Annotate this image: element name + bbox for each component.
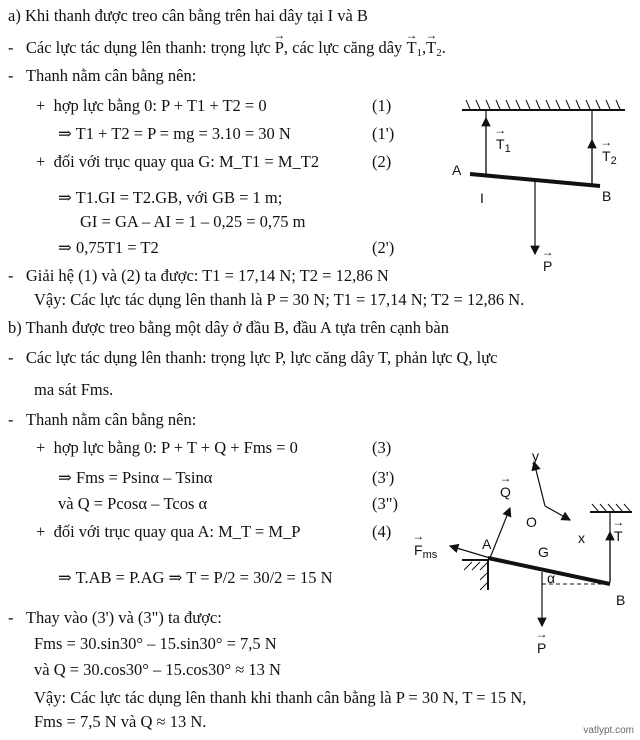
part-a-solve: - Giải hệ (1) và (2) ta được: T1 = 17,14 N; T2 = 12,86 N	[8, 266, 389, 285]
eq2b-line: GI = GA – AI = 1 – 0,25 = 0,75 m	[80, 212, 306, 231]
watermark: vatlypt.com	[583, 725, 634, 736]
eq4-tag: (4)	[372, 522, 392, 541]
eq1-line: + hợp lực bằng 0: P + T1 + T2 = 0	[36, 96, 267, 115]
eq3p-line: ⇒ Fms = Psinα – Tsinα	[58, 468, 213, 487]
part-b-forces-line2: ma sát Fms.	[34, 380, 114, 399]
fig-b-label-x: x	[578, 530, 585, 546]
ceiling-b	[590, 504, 632, 512]
fig-b-label-t: → T	[614, 528, 623, 544]
eq2a-line: ⇒ T1.GI = T2.GB, với GB = 1 m;	[58, 188, 283, 207]
figure-a	[400, 96, 640, 276]
eq2-line: + đối với trục quay qua G: M_T1 = M_T2	[36, 152, 320, 171]
fig-b-label-p: → P	[537, 640, 546, 656]
table	[462, 560, 488, 590]
fig-b-label-y: y	[532, 448, 539, 464]
axis-x	[545, 506, 570, 520]
fig-b-label-o: O	[526, 514, 537, 530]
eq2p-tag: (2')	[372, 238, 395, 257]
eq4r-line: ⇒ T.AB = P.AG ⇒ T = P/2 = 30/2 = 15 N	[58, 568, 333, 587]
eq4-line: + đối với trục quay qua A: M_T = M_P	[36, 522, 301, 541]
fig-b-label-g: G	[538, 544, 549, 560]
fig-a-label-a: A	[452, 162, 462, 178]
arrow-q	[490, 508, 510, 558]
part-a-equilibrium: - Thanh nằm cân bằng nên:	[8, 66, 197, 85]
axis-y	[534, 462, 545, 506]
fig-b-label-fms: → $F_{ms}$	[414, 542, 437, 561]
part-b-equilibrium: - Thanh nằm cân bằng nên:	[8, 410, 197, 429]
fig-a-label-p: → P	[543, 258, 552, 274]
fig-a-label-b: B	[602, 188, 612, 204]
part-a-heading: a) Khi thanh được treo cân bằng trên hai dây tại I và B	[8, 6, 368, 25]
fig-b-label-q: → Q	[500, 484, 511, 500]
eq3p-tag: (3')	[372, 468, 395, 487]
fig-a-label-t1: → $T_1$	[496, 136, 511, 155]
eq3pp-tag: (3")	[372, 494, 398, 513]
part-b-conclusion1: Vậy: Các lực tác dụng lên thanh khi thanh cân bằng là P = 30 N, T = 15 N,	[34, 688, 527, 707]
ceiling	[462, 100, 625, 110]
eq3-tag: (3)	[372, 438, 392, 457]
part-b-conclusion2: Fms = 7,5 N và Q ≈ 13 N.	[34, 712, 207, 731]
part-b-substitute: - Thay vào (3') và (3") ta được:	[8, 608, 222, 627]
fig-a-label-t2: → $T_2$	[602, 148, 617, 167]
figure-b	[410, 440, 640, 650]
eq3pp-line: và Q = Pcosα – Tcos α	[58, 494, 208, 513]
fig-a-label-i: I	[480, 190, 484, 206]
fig-b-label-alpha: α	[547, 570, 556, 586]
eq1p-tag: (1')	[372, 124, 395, 143]
part-b-fms: Fms = 30.sin30° – 15.sin30° = 7,5 N	[34, 634, 277, 653]
eq2p-line: ⇒ 0,75T1 = T2	[58, 238, 159, 257]
eq2-tag: (2)	[372, 152, 392, 171]
fig-b-label-a: A	[482, 536, 492, 552]
fig-b-label-b: B	[616, 592, 626, 608]
eq1p-line: ⇒ T1 + T2 = P = mg = 3.10 = 30 N	[58, 124, 291, 143]
part-a-forces-line: - Các lực tác dụng lên thanh: trọng lực → P, các lực căng dây → $T_1,\to T_2$.	[8, 38, 446, 63]
part-b-forces-line1: - Các lực tác dụng lên thanh: trọng lực P, lực căng dây T, phản lực Q, lực	[8, 348, 498, 367]
part-b-q: và Q = 30.cos30° – 15.cos30° ≈ 13 N	[34, 660, 281, 679]
eq1-tag: (1)	[372, 96, 392, 115]
eq3-line: + hợp lực bằng 0: P + T + Q + Fms = 0	[36, 438, 298, 457]
part-b-heading: b) Thanh được treo bằng một dây ở đầu B, đầu A tựa trên cạnh bàn	[8, 318, 450, 337]
part-a-conclusion: Vậy: Các lực tác dụng lên thanh là P = 30 N; T1 = 17,14 N; T2 = 12,86 N.	[34, 290, 525, 309]
